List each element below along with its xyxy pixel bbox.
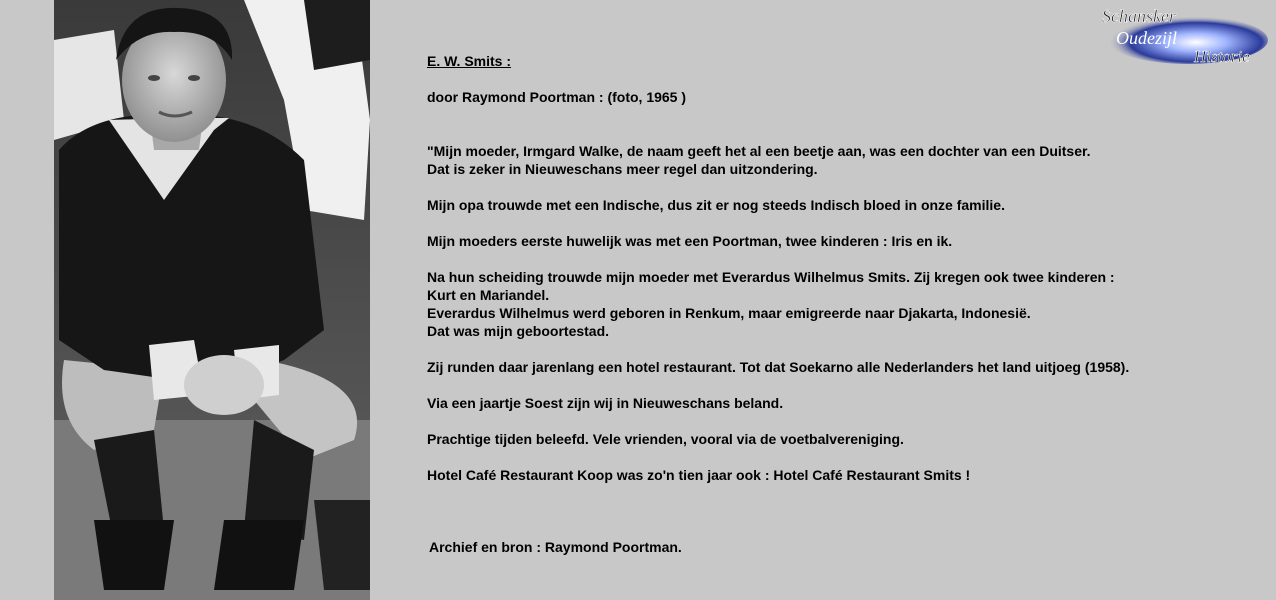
paragraph-4-line-4: Dat was mijn geboortestad. <box>427 323 610 339</box>
article-byline: door Raymond Poortman : (foto, 1965 ) <box>427 89 687 105</box>
article-title: E. W. Smits : <box>427 53 512 69</box>
paragraph-4-line-1: Na hun scheiding trouwde mijn moeder met Everardus Wilhelmus Smits. Zij kregen ook twee kinderen : <box>427 269 1115 285</box>
paragraph-4-line-2: Kurt en Mariandel. <box>427 287 550 303</box>
source-credit: Archief en bron : Raymond Poortman. <box>429 539 682 555</box>
paragraph-1 <box>427 142 1091 178</box>
paragraph-4-line-3: Everardus Wilhelmus werd geboren in Renkum, maar emigreerde naar Djakarta, Indonesië. <box>427 305 1031 321</box>
paragraph-8: Hotel Café Restaurant Koop was zo'n tien jaar ook : Hotel Café Restaurant Smits ! <box>427 467 971 483</box>
paragraph-1-line-2: Dat is zeker in Nieuweschans meer regel dan uitzondering. <box>427 161 818 177</box>
paragraph-6: Via een jaartje Soest zijn wij in Nieuweschans beland. <box>427 395 784 411</box>
paragraph-5: Zij runden daar jarenlang een hotel restaurant. Tot dat Soekarno alle Nederlanders het land uitjoeg (1958). <box>427 359 1130 375</box>
paragraph-3: Mijn moeders eerste huwelijk was met een Poortman, twee kinderen : Iris en ik. <box>427 233 953 249</box>
logo-line-2: Oudezijl <box>1116 28 1177 48</box>
paragraph-4 <box>427 268 1115 340</box>
paragraph-2: Mijn opa trouwde met een Indische, dus zit er nog steeds Indisch bloed in onze familie. <box>427 197 1005 213</box>
logo-line-1: Schansker <box>1102 6 1176 26</box>
site-logo[interactable] <box>1098 4 1270 68</box>
logo-graphic <box>1098 4 1270 68</box>
logo-line-3: Historie <box>1194 47 1250 66</box>
portrait-photo-drawing <box>54 0 370 600</box>
paragraph-7: Prachtige tijden beleefd. Vele vrienden, vooral via de voetbalvereniging. <box>427 431 904 447</box>
portrait-photo <box>54 0 370 600</box>
paragraph-1-line-1: "Mijn moeder, Irmgard Walke, de naam geeft het al een beetje aan, was een dochter van een Duitser. <box>427 143 1091 159</box>
